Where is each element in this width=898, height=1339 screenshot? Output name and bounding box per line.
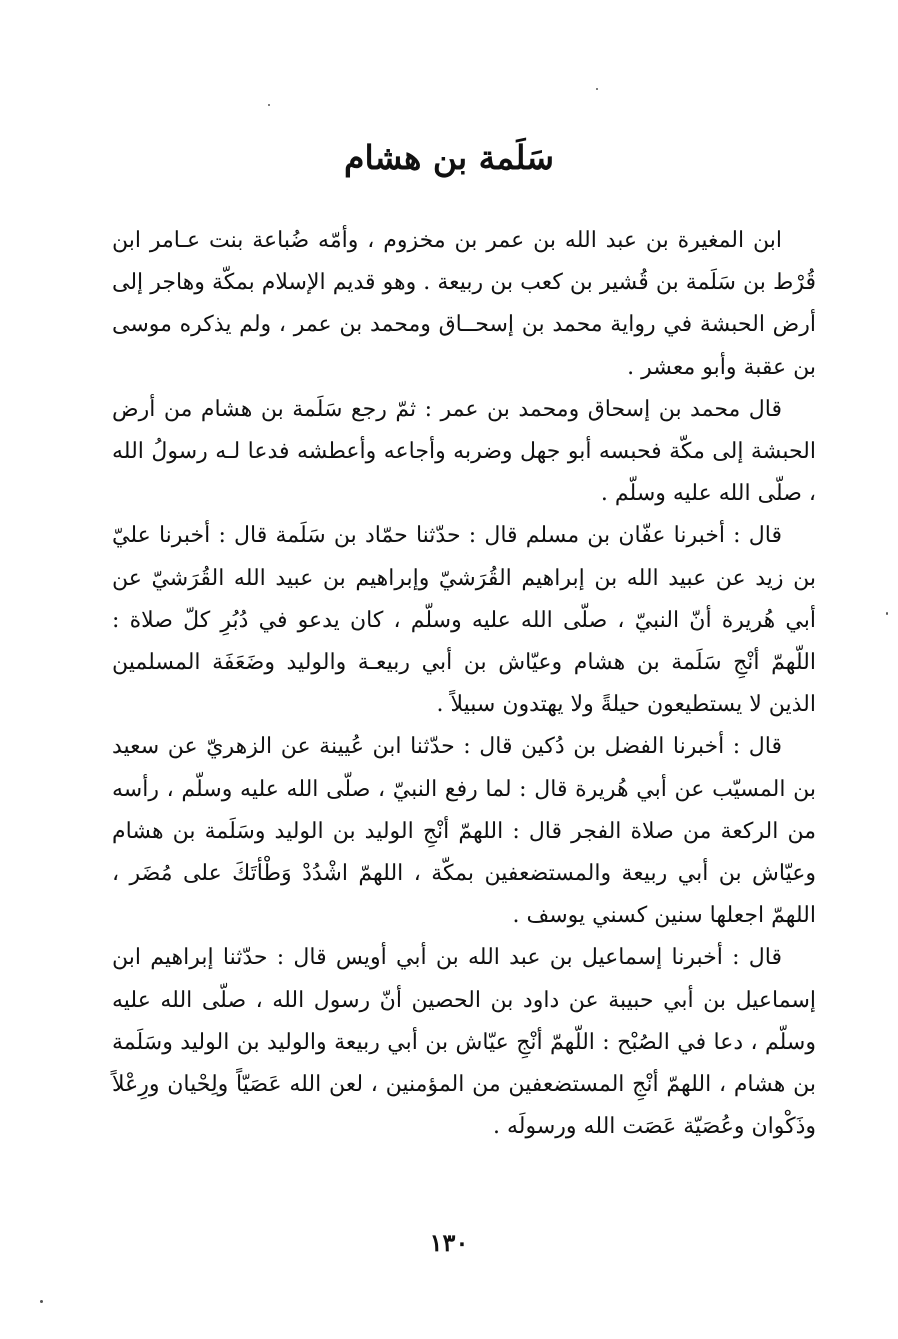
body-text bbox=[112, 220, 816, 1148]
paragraph: قال محمد بن إسحاق ومحمد بن عمر : ثمّ رجع سَلَمة بن هشام من أرض الحبشة إلى مكّة فحبسه أبو جهل وضربه وأجاعه وأعطشه فدعا لـه رسولُ الله ، صلّى الله عليه وسلّم . bbox=[112, 396, 816, 507]
scan-speck bbox=[886, 612, 888, 615]
paragraph: قال : أخبرنا الفضل بن دُكين قال : حدّثنا ابن عُيينة عن الزهريّ عن سعيد بن المسيّب عن أبي هُريرة قال : لما رفع النبيّ ، صلّى الله عليه وسلّم ، رأسه من الركعة من صلاة الفجر قال : اللهمّ أنْجِ الوليد بن الوليد وسَلَمة بن هشام وعيّاش بن أبي ربيعة والمستضعفين بمكّة ، اللهمّ اشْدُدْ وَطْأتَكَ على مُضَر ، اللهمّ اجعلها سنين كسني يوسف . bbox=[112, 734, 816, 929]
page-title: سَلَمة بن هشام bbox=[344, 138, 554, 177]
paragraph: ابن المغيرة بن عبد الله بن عمر بن مخزوم ، وأمّه ضُباعة بنت عـامر ابن قُرْط بن سَلَمة بن قُشير بن كعب بن ربيعة . وهو قديم الإسلام بمكّة وهاجر إلى أرض الحبشة في رواية محمد بن إسحــاق ومحمد بن عمر ، ولم يذكره موسى بن عقبة وأبو معشر . bbox=[112, 228, 816, 380]
paragraph: قال : أخبرنا عفّان بن مسلم قال : حدّثنا حمّاد بن سَلَمة قال : أخبرنا عليّ بن زيد عن عبيد الله بن إبراهيم القُرَشيّ وإبراهيم بن عبيد الله القُرَشيّ عن أبي هُريرة أنّ النبيّ ، صلّى الله عليه وسلّم ، كان يدعو في دُبُرِ كلّ صلاة : اللّهمّ أنْجِ سَلَمة بن هشام وعيّاش بن أبي ربيعـة والوليد وضَعَفَة المسلمين الذين لا يستطيعون حيلةً ولا يهتدون سبيلاً . bbox=[112, 523, 816, 718]
scan-speck bbox=[596, 88, 598, 90]
paragraph: قال : أخبرنا إسماعيل بن عبد الله بن أبي أويس قال : حدّثنا إبراهيم ابن إسماعيل بن أبي حبيبة عن داود بن الحصين أنّ رسول الله ، صلّى الله عليه وسلّم ، دعا في الصُبْح : اللّهمّ أنْجِ عيّاش بن أبي ربيعة والوليد بن الوليد وسَلَمة بن هشام ، اللهمّ أنْجِ المستضعفين من المؤمنين ، لعن الله عَصَيّاً ولِحْيان ورِعْلاً وذَكْوان وعُصَيّة عَصَت الله ورسولَه . bbox=[112, 945, 816, 1140]
scan-speck bbox=[268, 104, 270, 106]
scan-speck bbox=[40, 1300, 43, 1303]
page-number: ١٣٠ bbox=[429, 1228, 469, 1257]
